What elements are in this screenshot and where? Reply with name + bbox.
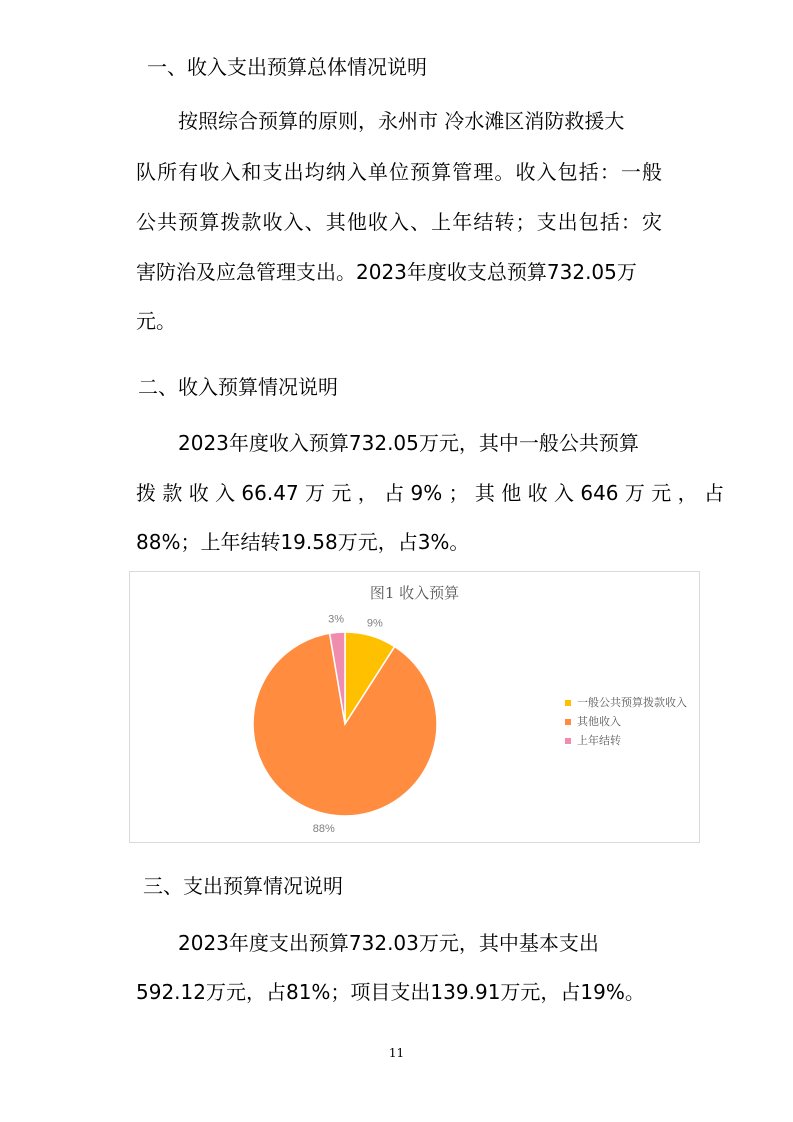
legend-label-1: 一般公共预算拨款收入 xyxy=(577,696,687,709)
section-3-line-1: 2023年度支出预算732.03万元，其中基本支出 xyxy=(178,931,599,955)
pie-label-2: 88% xyxy=(312,822,335,835)
section-3-line-2: 592.12万元，占81%；项目支出139.91万元，占19%。 xyxy=(136,980,645,1004)
legend-item-2 xyxy=(565,716,687,735)
section-3-heading: 三、支出预算情况说明 xyxy=(143,874,343,898)
section-1-line-1: 按照综合预算的原则，永州市 冷水滩区消防救援大 xyxy=(178,109,625,133)
legend-label-2: 其他收入 xyxy=(577,715,621,728)
section-1-heading: 一、收入支出预算总体情况说明 xyxy=(147,55,427,79)
legend-swatch-1 xyxy=(565,700,571,706)
chart-legend xyxy=(565,697,687,754)
section-1-line-2: 队所有收入和支出均纳入单位预算管理。收入包括：一般 xyxy=(136,160,662,184)
section-1-line-4: 害防治及应急管理支出。2023年度收支总预算732.05万 xyxy=(136,260,637,284)
section-1-line-5: 元。 xyxy=(136,309,176,333)
pie-label-1: 9% xyxy=(366,617,383,630)
legend-item-3 xyxy=(565,735,687,754)
section-2-line-2: 拨 款 收 入 66.47 万 元 ， 占 9% ； 其 他 收 入 646 万 元 ， 占 xyxy=(136,481,724,505)
section-2-line-1: 2023年度收入预算732.05万元，其中一般公共预算 xyxy=(178,431,639,455)
section-1-line-3: 公共预算拨款收入、其他收入、上年结转；支出包括：灾 xyxy=(136,210,662,234)
legend-item-1 xyxy=(565,697,687,716)
section-2-heading: 二、收入预算情况说明 xyxy=(138,375,338,399)
chart-title: 图1 收入预算 xyxy=(369,584,460,602)
page-number: 11 xyxy=(388,1046,405,1060)
section-2-line-3: 88%；上年结转19.58万元，占3%。 xyxy=(136,530,470,554)
legend-label-3: 上年结转 xyxy=(577,734,621,747)
pie-label-3: 3% xyxy=(328,613,345,626)
legend-swatch-2 xyxy=(565,719,571,725)
legend-swatch-3 xyxy=(565,738,571,744)
